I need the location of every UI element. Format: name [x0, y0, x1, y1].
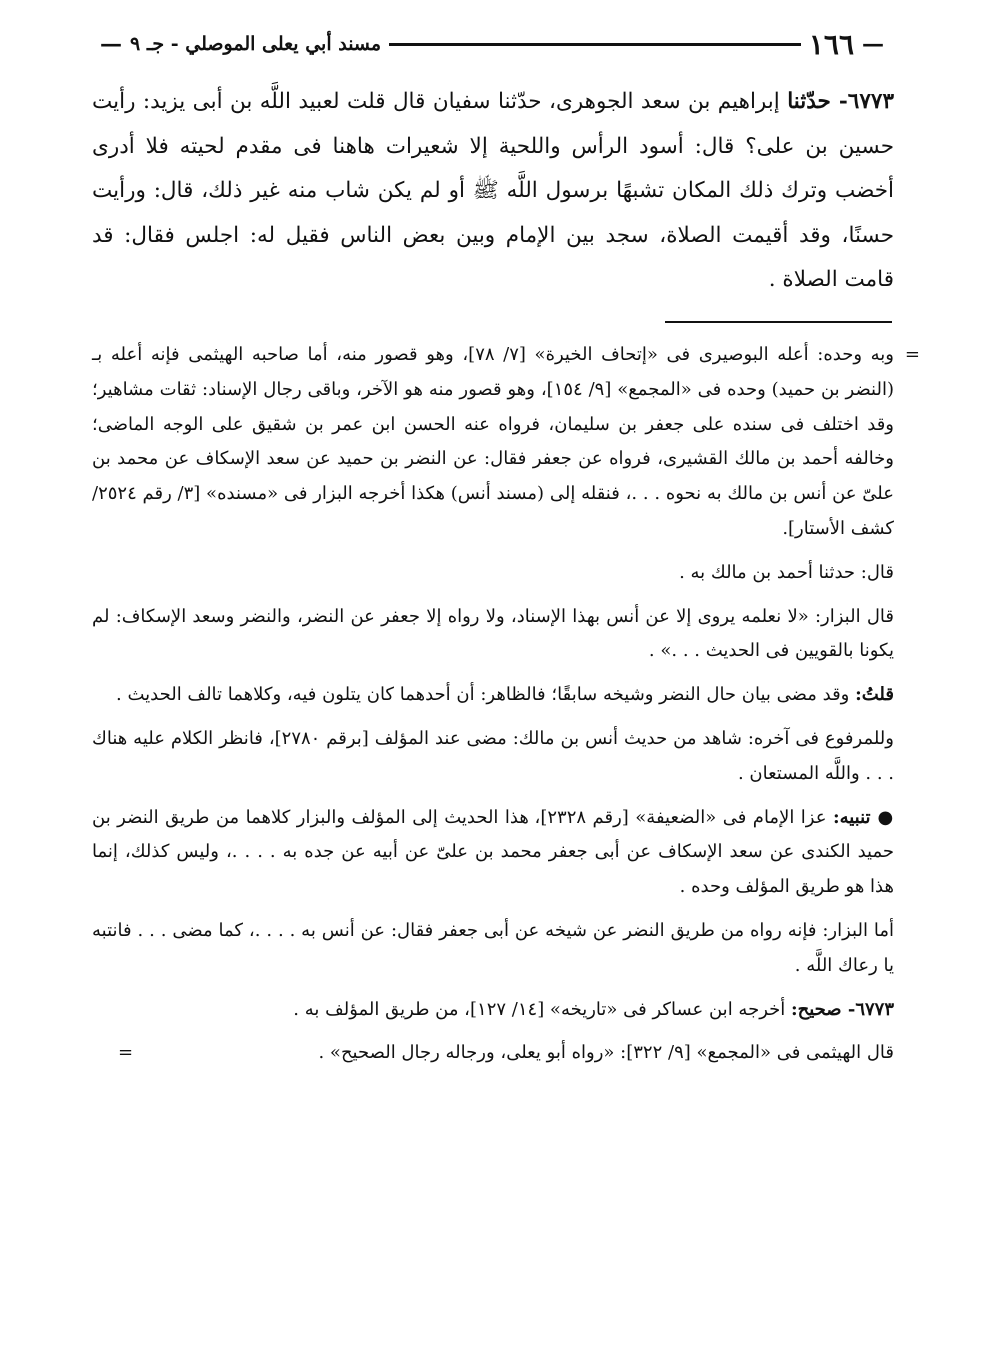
footnote-paragraph	[92, 993, 894, 1028]
hadith-body: إبراهيم بن سعد الجوهرى، حدّثنا سفيان قال قلت لعبيد اللَّه بن أبى يزيد: رأيت حسين بن على؟ قال: أسود الرأس واللحية إلا شعيرات هاهنا فى مقدم لحيته فلا أدرى أخضب وترك ذلك المكان تشبهًا برسول اللَّه ﷺ أو لم يكن شاب منه غير ذلك، قال: ورأيت حسنًا، وقد أقيمت الصلاة، سجد بين الإمام وبين بعض الناس فقيل له: اجلس فقال: قد قامت الصلاة .	[92, 89, 894, 292]
page-header	[92, 24, 892, 64]
book-title: مسند أبي يعلى الموصلي - جـ ٩	[130, 33, 382, 55]
header-dash-right: —	[862, 31, 884, 57]
footnote-paragraph	[92, 1036, 894, 1071]
footnote-text: عزا الإمام فى «الضعيفة» [رقم ٢٣٢٨]، هذا الحديث إلى المؤلف والبزار كلاهما من طريق النضر بن حميد الكندى عن سعد الإسكاف عن أبى جعفر محمد بن علىّ عن أبيه عن جده به . . . .، وليس كذلك، إنما هذا هو طريق المؤلف وحده .	[92, 806, 894, 898]
footnote-text: وبه وحده: أعله البوصيرى فى «إتحاف الخيرة» [٧/ ٧٨]، وهو قصور منه، أما صاحبه الهيثمى فإنه أعله بـ (النضر بن حميد) وحده فى «المجمع» [٩/ ١٥٤]، وهو قصور منه هو الآخر، وباقى رجال الإسناد: ثقات مشاهير؛ وقد اختلف فى سنده على جعفر بن سليمان، فرواه عنه الحسن ابن عمر بن شقيق على الوجه الماضى؛ وخالفه أحمد بن مالك القشيرى، فرواه عن جعفر فقال: عن النضر بن حميد عن سعد الإسكاف عن محمد بن علىّ عن أنس بن مالك به نحوه . . .، فنقله إلى (مسند أنس) هكذا أخرجه البزار فى «مسنده» [٣/ رقم ٢٥٢٤/ كشف الأستار].	[92, 344, 895, 539]
footnote-paragraph: وللمرفوع فى آخره: شاهد من حديث أنس بن مالك: مضى عند المؤلف [برقم ٢٧٨٠]، فانظر الكلام عليه هناك . . . واللَّه المستعان .	[92, 727, 894, 784]
footnote-paragraph	[92, 801, 894, 905]
footnote-paragraph: أما البزار: فإنه رواه من طريق النضر عن شيخه عن أبى جعفر فقال: عن أنس به . . . .، كما مضى . . . فانتبه يا رعاك اللَّه .	[92, 919, 894, 976]
footnote-text: أخرجه ابن عساكر فى «تاريخه» [١٤/ ١٢٧]، من طريق المؤلف به .	[293, 998, 786, 1020]
footnote-lead: قلتُ:	[855, 684, 894, 706]
page-number: ١٦٦	[808, 27, 854, 61]
continuation-mark: =	[904, 344, 920, 365]
footnote-lead: ● تنبيه:	[832, 806, 894, 828]
header-dash-left: —	[100, 31, 122, 57]
footnote-paragraph	[92, 338, 920, 547]
footnote-text: قال الهيثمى فى «المجمع» [٩/ ٣٢٢]: «رواه أبو يعلى، ورجاله رجال الصحيح» .	[318, 1042, 894, 1064]
footnote-separator	[665, 321, 892, 323]
footnote-paragraph: قال: حدثنا أحمد بن مالك به .	[679, 561, 894, 583]
footnote-paragraph: قال البزار: «لا نعلمه يروى إلا عن أنس بهذا الإسناد، ولا رواه إلا جعفر عن النضر، والنضر وسعد الإسكاف: لم يكونا بالقويين فى الحديث . . .» .	[92, 605, 894, 662]
footnote-lead: ٦٧٧٣- صحيح:	[790, 998, 894, 1020]
footnote-paragraph	[92, 678, 894, 713]
continuation-mark-end: =	[118, 1042, 134, 1064]
hadith-number: ٦٧٧٣- حدّثنا	[787, 89, 894, 114]
footnote-text: وقد مضى بيان حال النضر وشيخه سابقًا؛ فالظاهر: أن أحدهما كان يتلون فيه، وكلاهما تالف الحديث .	[116, 684, 850, 706]
footnotes-block	[92, 338, 920, 1080]
hadith-text-block	[92, 80, 894, 303]
header-rule	[389, 43, 801, 46]
